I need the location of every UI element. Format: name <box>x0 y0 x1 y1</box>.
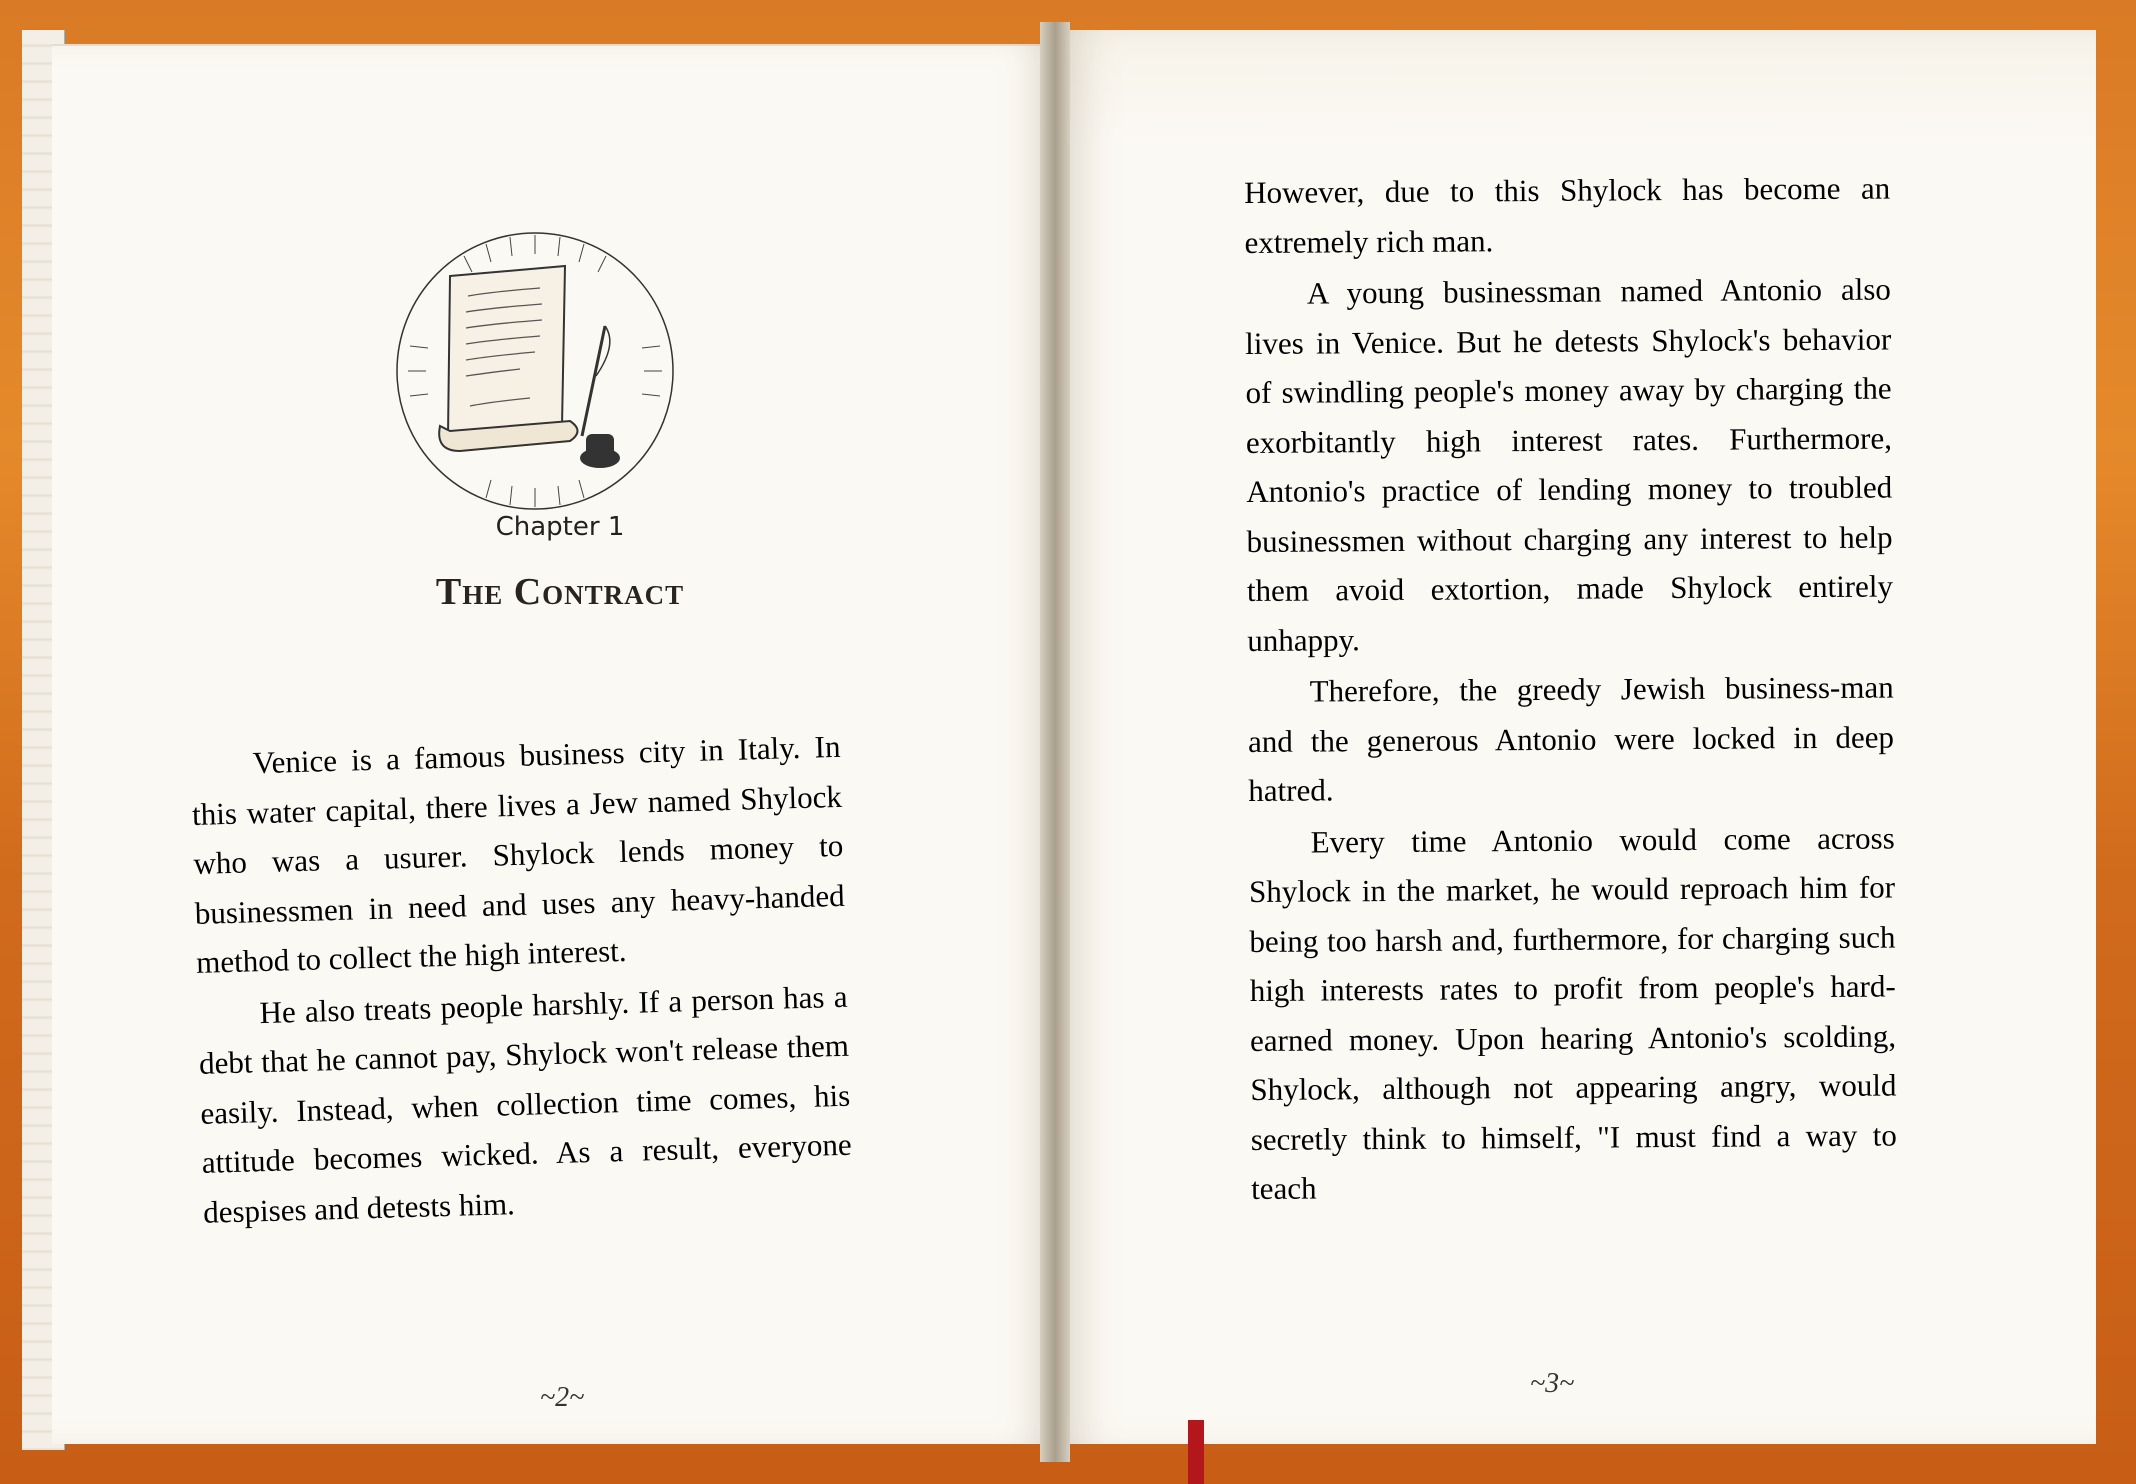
chapter-title: The Contract <box>435 571 685 613</box>
page-number-right: ~3~ <box>1530 1368 1575 1399</box>
chapter-label: Chapter 1 <box>495 512 625 542</box>
right-page-body <box>1244 163 1897 1215</box>
right-paragraph-4: Every time Antonio would come across Shylock in the market, he would reproach him for being too harsh and, furthermore, for charging such high interests rates to profit from people's hard-earned money. Upon hearing Antonio's scolding, Shylock, although not appearing angry, would secretly think to himself, "I must find a way to teach <box>1248 819 1897 1206</box>
page-number-left: ~2~ <box>540 1382 585 1413</box>
book-gutter <box>1040 22 1070 1462</box>
left-paragraph-2: He also treats people harshly. If a person has a debt that he cannot pay, Shylock won't release them easily. Instead, when collection time comes, his attitude becomes wicked. As a result, everyone despises and detests him. <box>198 978 853 1230</box>
right-paragraph-3: Therefore, the greedy Jewish business-man and the generous Antonio were locked in deep hatred. <box>1247 669 1895 808</box>
bookmark-ribbon <box>1188 1420 1204 1484</box>
right-paragraph-1: However, due to this Shylock has become an extremely rich man. <box>1244 170 1891 260</box>
left-paragraph-1: Venice is a famous business city in Italy. In this water capital, there lives a Jew named Shylock who was a usurer. Shylock lends money to businessmen in need and uses any heavy-handed method to collect the high interest. <box>191 728 846 980</box>
left-page-body <box>190 722 854 1239</box>
right-paragraph-2: A young businessman named Antonio also lives in Venice. But he detests Shylock's behavior of swindling people's money away by charging the exorbitantly high interest rates. Furthermore, Antonio's practice of lending money to troubled businessmen without charging any interest to help them avoid extortion, made Shylock entirely unhappy. <box>1245 271 1894 658</box>
contract-scroll-illustration <box>390 226 680 516</box>
